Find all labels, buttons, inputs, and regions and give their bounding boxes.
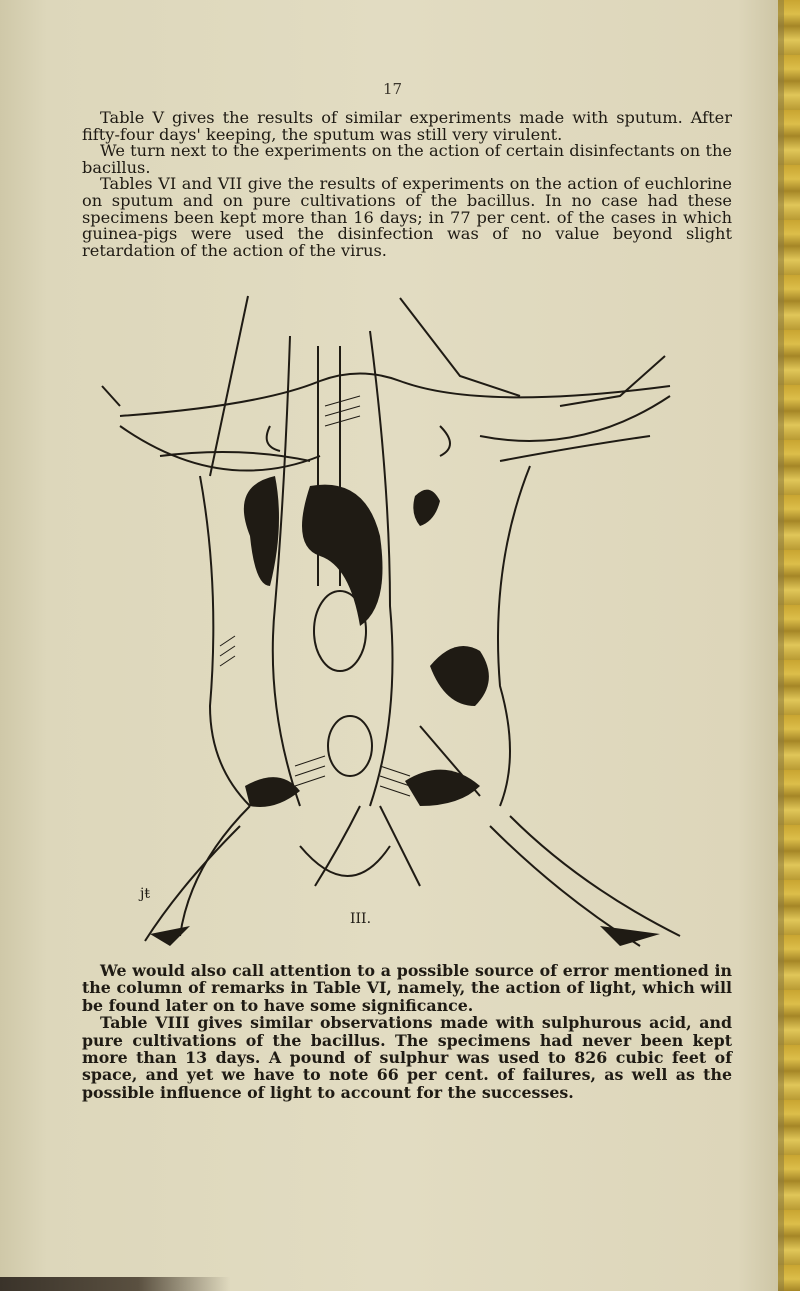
top-text-block [82,110,732,259]
figure-label-left: jŧ [140,886,150,902]
dissection-illustration [60,286,730,954]
page-number: 17 [382,80,403,98]
bottom-text-block [82,962,732,1101]
figure-label-bottom: III. [350,911,372,927]
page-bottom-shadow [0,1277,230,1291]
paragraph-source-of-error: We would also call attention to a possible source of error mentioned in the column of remarks in Table VI, namely, the action of light, which will be found later on to have some significance. [82,961,732,1015]
anatomical-figure [60,286,730,954]
book-edge-binding [778,0,800,1291]
paragraph-table-v: Table V gives the results of similar experiments made with sputum. After fifty-four days' keeping, the sputum was still very virulent. [82,108,732,144]
paragraph-disinfectants: We turn next to the experiments on the action of certain disinfectants on the bacillus. [82,141,732,177]
paragraph-tables-vi-vii: Tables VI and VII give the results of experiments on the action of euchlorine on sputum and on pure cultivations of the bacillus. In no case had these specimens been kept more than 16 days; in 77 per cent. of the cases in which guinea-pigs were used the disinfection was of no value beyond slight retardation of the action of the virus. [82,174,732,260]
paragraph-table-viii: Table VIII gives similar observations made with sulphurous acid, and pure cultivations of the bacillus. The specimens had never been kept more than 13 days. A pound of sulphur was used to 826 cubic feet of space, and yet we have to note 66 per cent. of failures, as well as the possible influence of light to account for the successes. [82,1013,732,1102]
